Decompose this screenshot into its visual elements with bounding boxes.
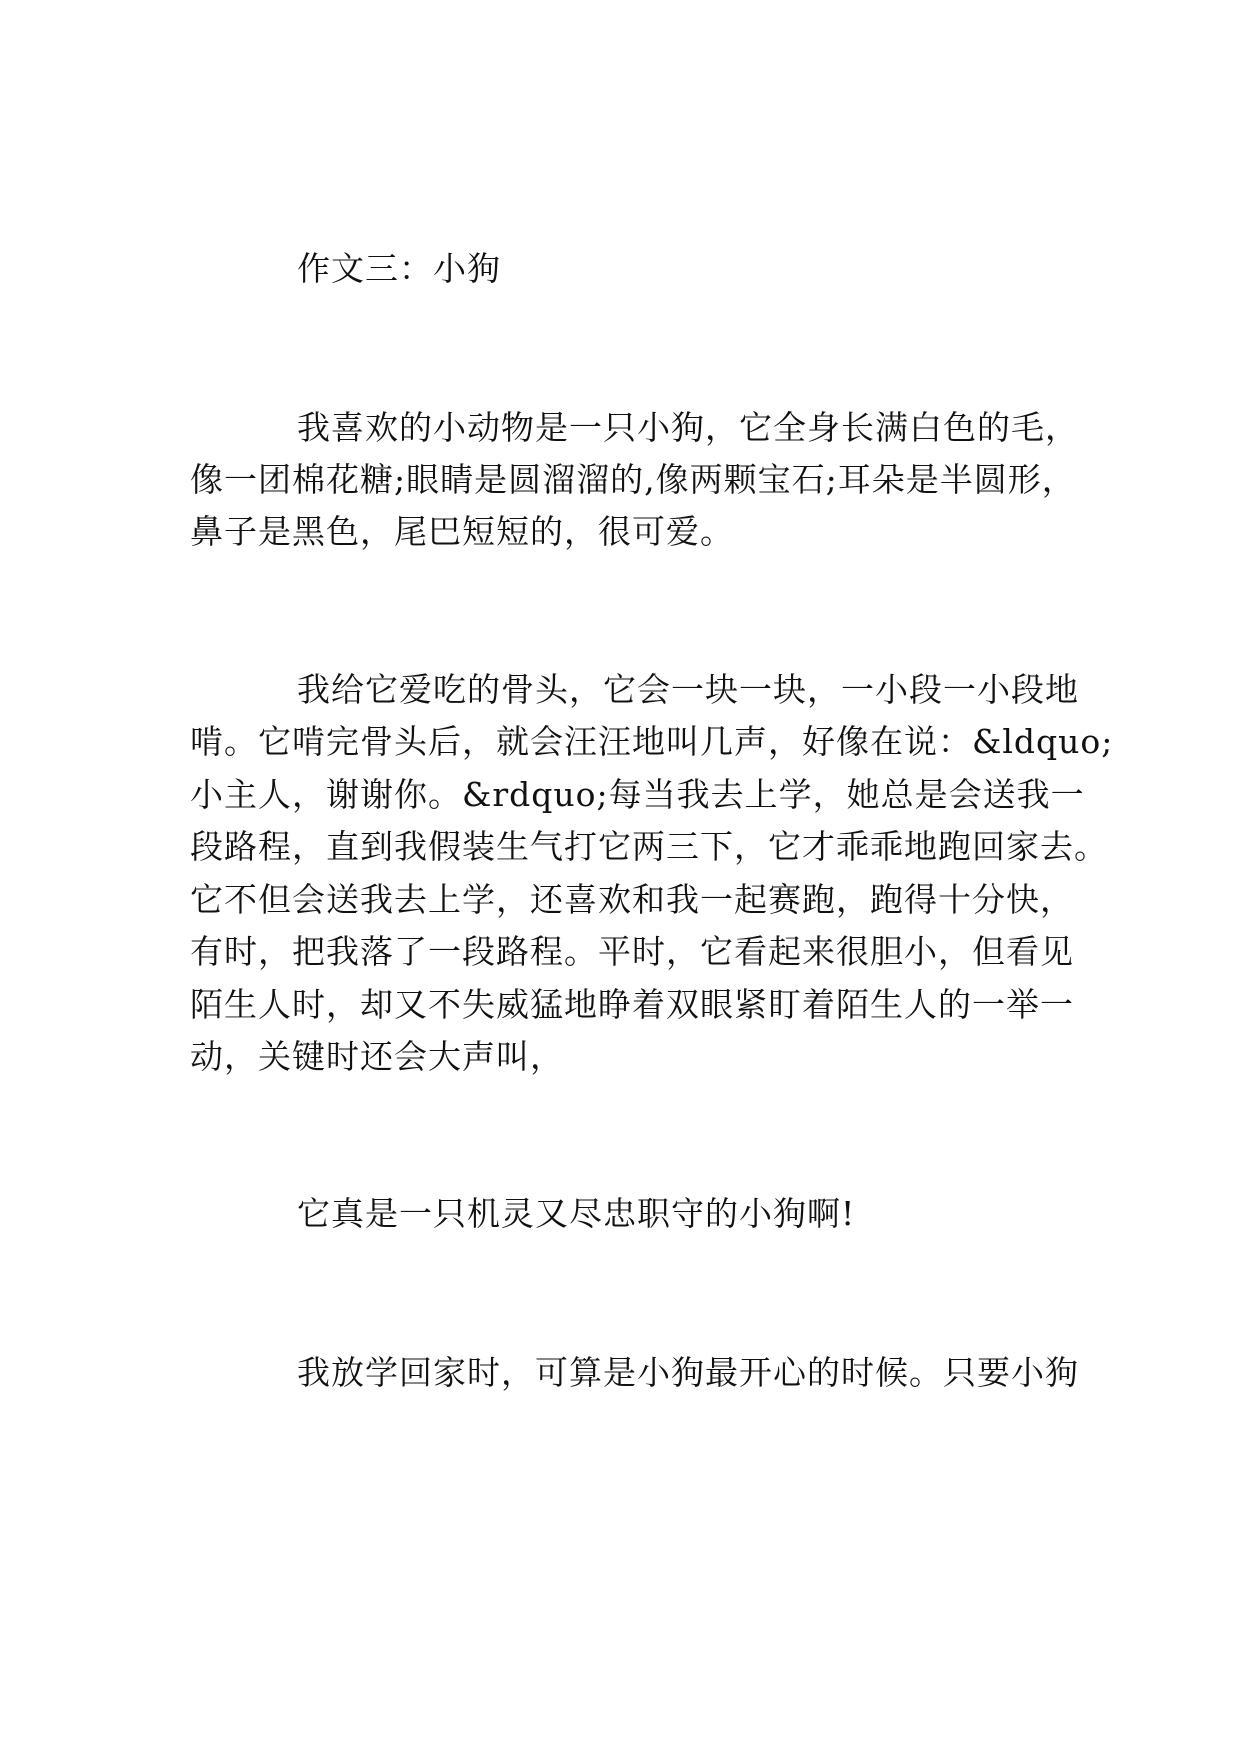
paragraph-4-line-1: 我放学回家时，可算是小狗最开心的时候。只要小狗 (297, 1353, 1079, 1392)
paragraph-2-line-2: 啃。它啃完骨头后，就会汪汪地叫几声，好像在说：&ldquo; (190, 722, 1114, 761)
paragraph-2-line-4: 段路程，直到我假装生气打它两三下，它才乖乖地跑回家去。 (190, 827, 1108, 866)
paragraph-2-line-1: 我给它爱吃的骨头，它会一块一块，一小段一小段地 (297, 670, 1079, 709)
paragraph-2-line-3: 小主人，谢谢你。&rdquo;每当我去上学，她总是会送我一 (190, 775, 1085, 814)
paragraph-2-line-6: 有时，把我落了一段路程。平时，它看起来很胆小，但看见 (190, 932, 1074, 971)
paragraph-3-line-1: 它真是一只机灵又尽忠职守的小狗啊! (297, 1194, 856, 1233)
paragraph-1-line-3: 鼻子是黑色，尾巴短短的，很可爱。 (190, 512, 734, 551)
document-title: 作文三：小狗 (297, 249, 501, 288)
paragraph-2-line-7: 陌生人时，却又不失威猛地睁着双眼紧盯着陌生人的一举一 (190, 985, 1074, 1024)
paragraph-1-line-2: 像一团棉花糖;眼睛是圆溜溜的,像两颗宝石;耳朵是半圆形， (190, 460, 1076, 499)
paragraph-2-line-5: 它不但会送我去上学，还喜欢和我一起赛跑，跑得十分快， (190, 880, 1074, 919)
paragraph-2-line-8: 动，关键时还会大声叫， (190, 1037, 564, 1076)
paragraph-1-line-1: 我喜欢的小动物是一只小狗，它全身长满白色的毛， (297, 408, 1079, 447)
